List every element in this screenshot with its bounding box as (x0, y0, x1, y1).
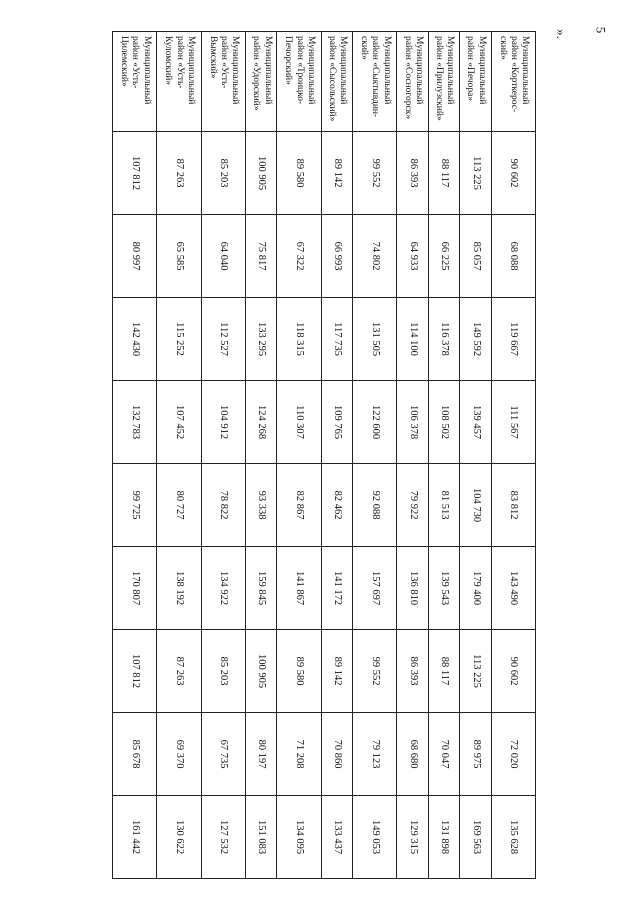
value-cell: 80 997 (113, 215, 157, 298)
value-cell: 111 567 (491, 381, 535, 464)
district-name-cell: Муниципальный район «Сосногорск» (397, 32, 428, 132)
value-cell: 115 252 (157, 298, 201, 381)
value-cell: 89 580 (277, 132, 321, 215)
value-cell: 80 197 (246, 713, 277, 796)
value-cell: 87 263 (157, 630, 201, 713)
value-cell: 133 295 (246, 298, 277, 381)
value-cell: 70 860 (321, 713, 352, 796)
value-cell: 70 047 (428, 713, 459, 796)
district-name-cell: Муниципальный район «Прилузский» (428, 32, 459, 132)
value-cell: 85 203 (201, 132, 245, 215)
value-cell: 141 867 (277, 547, 321, 630)
value-cell: 113 225 (460, 132, 491, 215)
value-cell: 131 898 (428, 796, 459, 879)
value-cell: 135 628 (491, 796, 535, 879)
value-cell: 99 552 (353, 630, 397, 713)
district-name-cell: Муниципальный район «Сыктывдин-ский» (353, 32, 397, 132)
value-cell: 90 602 (491, 630, 535, 713)
district-name-cell: Муниципальный район «Троицко-Печорский» (277, 32, 321, 132)
value-cell: 133 437 (321, 796, 352, 879)
value-cell: 67 735 (201, 713, 245, 796)
value-cell: 74 802 (353, 215, 397, 298)
district-name-cell: Муниципальный район «Усть-Цилемский» (113, 32, 157, 132)
value-cell: 116 378 (428, 298, 459, 381)
value-cell: 64 933 (397, 215, 428, 298)
value-cell: 89 975 (460, 713, 491, 796)
value-cell: 104 730 (460, 464, 491, 547)
table-row (460, 32, 491, 879)
value-cell: 108 502 (428, 381, 459, 464)
table-row (428, 32, 459, 879)
value-cell: 159 845 (246, 547, 277, 630)
value-cell: 179 400 (460, 547, 491, 630)
value-cell: 134 922 (201, 547, 245, 630)
value-cell: 67 322 (277, 215, 321, 298)
value-cell: 112 527 (201, 298, 245, 381)
table-row (246, 32, 277, 879)
district-name-cell: Муниципальный район «Корткерос-ский» (491, 32, 535, 132)
value-cell: 107 812 (113, 132, 157, 215)
value-cell: 66 993 (321, 215, 352, 298)
value-cell: 92 088 (353, 464, 397, 547)
value-cell: 127 532 (201, 796, 245, 879)
value-cell: 107 452 (157, 381, 201, 464)
value-cell: 161 442 (113, 796, 157, 879)
value-cell: 131 505 (353, 298, 397, 381)
table-row (201, 32, 245, 879)
table-row (491, 32, 535, 879)
value-cell: 110 307 (277, 381, 321, 464)
value-cell: 149 053 (353, 796, 397, 879)
district-name-cell: Муниципальный район «Сысольский» (321, 32, 352, 132)
table-row (353, 32, 397, 879)
value-cell: 69 370 (157, 713, 201, 796)
value-cell: 86 393 (397, 630, 428, 713)
value-cell: 124 268 (246, 381, 277, 464)
district-name-cell: Муниципальный район «Удорский» (246, 32, 277, 132)
value-cell: 78 822 (201, 464, 245, 547)
value-cell: 122 600 (353, 381, 397, 464)
value-cell: 93 338 (246, 464, 277, 547)
page-number: 5 (593, 26, 609, 34)
value-cell: 107 812 (113, 630, 157, 713)
value-cell: 82 867 (277, 464, 321, 547)
municipal-data-table (112, 31, 536, 879)
value-cell: 157 697 (353, 547, 397, 630)
value-cell: 88 117 (428, 132, 459, 215)
value-cell: 130 622 (157, 796, 201, 879)
value-cell: 90 602 (491, 132, 535, 215)
value-cell: 151 083 (246, 796, 277, 879)
value-cell: 170 807 (113, 547, 157, 630)
district-name-cell: Муниципальный район «Печора» (460, 32, 491, 132)
district-name-cell: Муниципальный район «Усть-Куломский» (157, 32, 201, 132)
closing-quote-mark: ». (553, 29, 569, 39)
value-cell: 66 225 (428, 215, 459, 298)
value-cell: 85 678 (113, 713, 157, 796)
value-cell: 64 040 (201, 215, 245, 298)
value-cell: 68 088 (491, 215, 535, 298)
value-cell: 129 315 (397, 796, 428, 879)
table-row (157, 32, 201, 879)
value-cell: 119 667 (491, 298, 535, 381)
value-cell: 87 263 (157, 132, 201, 215)
value-cell: 114 100 (397, 298, 428, 381)
value-cell: 100 905 (246, 132, 277, 215)
value-cell: 72 020 (491, 713, 535, 796)
value-cell: 99 725 (113, 464, 157, 547)
value-cell: 134 095 (277, 796, 321, 879)
table-body (113, 32, 536, 879)
value-cell: 113 225 (460, 630, 491, 713)
table-row (397, 32, 428, 879)
value-cell: 89 580 (277, 630, 321, 713)
value-cell: 139 457 (460, 381, 491, 464)
value-cell: 99 552 (353, 132, 397, 215)
value-cell: 85 057 (460, 215, 491, 298)
value-cell: 89 142 (321, 630, 352, 713)
value-cell: 80 727 (157, 464, 201, 547)
value-cell: 79 123 (353, 713, 397, 796)
value-cell: 79 922 (397, 464, 428, 547)
value-cell: 86 393 (397, 132, 428, 215)
value-cell: 136 810 (397, 547, 428, 630)
value-cell: 89 142 (321, 132, 352, 215)
value-cell: 142 430 (113, 298, 157, 381)
value-cell: 65 585 (157, 215, 201, 298)
district-name-cell: Муниципальный район «Усть-Вымский» (201, 32, 245, 132)
value-cell: 106 378 (397, 381, 428, 464)
value-cell: 118 315 (277, 298, 321, 381)
value-cell: 104 912 (201, 381, 245, 464)
table-row (277, 32, 321, 879)
value-cell: 141 172 (321, 547, 352, 630)
value-cell: 138 192 (157, 547, 201, 630)
table-row (113, 32, 157, 879)
table-row (321, 32, 352, 879)
value-cell: 85 203 (201, 630, 245, 713)
value-cell: 149 592 (460, 298, 491, 381)
rotated-table-wrapper (112, 31, 536, 875)
value-cell: 71 208 (277, 713, 321, 796)
value-cell: 169 563 (460, 796, 491, 879)
value-cell: 83 812 (491, 464, 535, 547)
value-cell: 132 783 (113, 381, 157, 464)
value-cell: 75 817 (246, 215, 277, 298)
table-container (112, 31, 536, 875)
value-cell: 82 462 (321, 464, 352, 547)
value-cell: 100 905 (246, 630, 277, 713)
value-cell: 143 490 (491, 547, 535, 630)
value-cell: 81 513 (428, 464, 459, 547)
value-cell: 117 735 (321, 298, 352, 381)
value-cell: 88 117 (428, 630, 459, 713)
value-cell: 68 680 (397, 713, 428, 796)
value-cell: 139 543 (428, 547, 459, 630)
value-cell: 109 765 (321, 381, 352, 464)
